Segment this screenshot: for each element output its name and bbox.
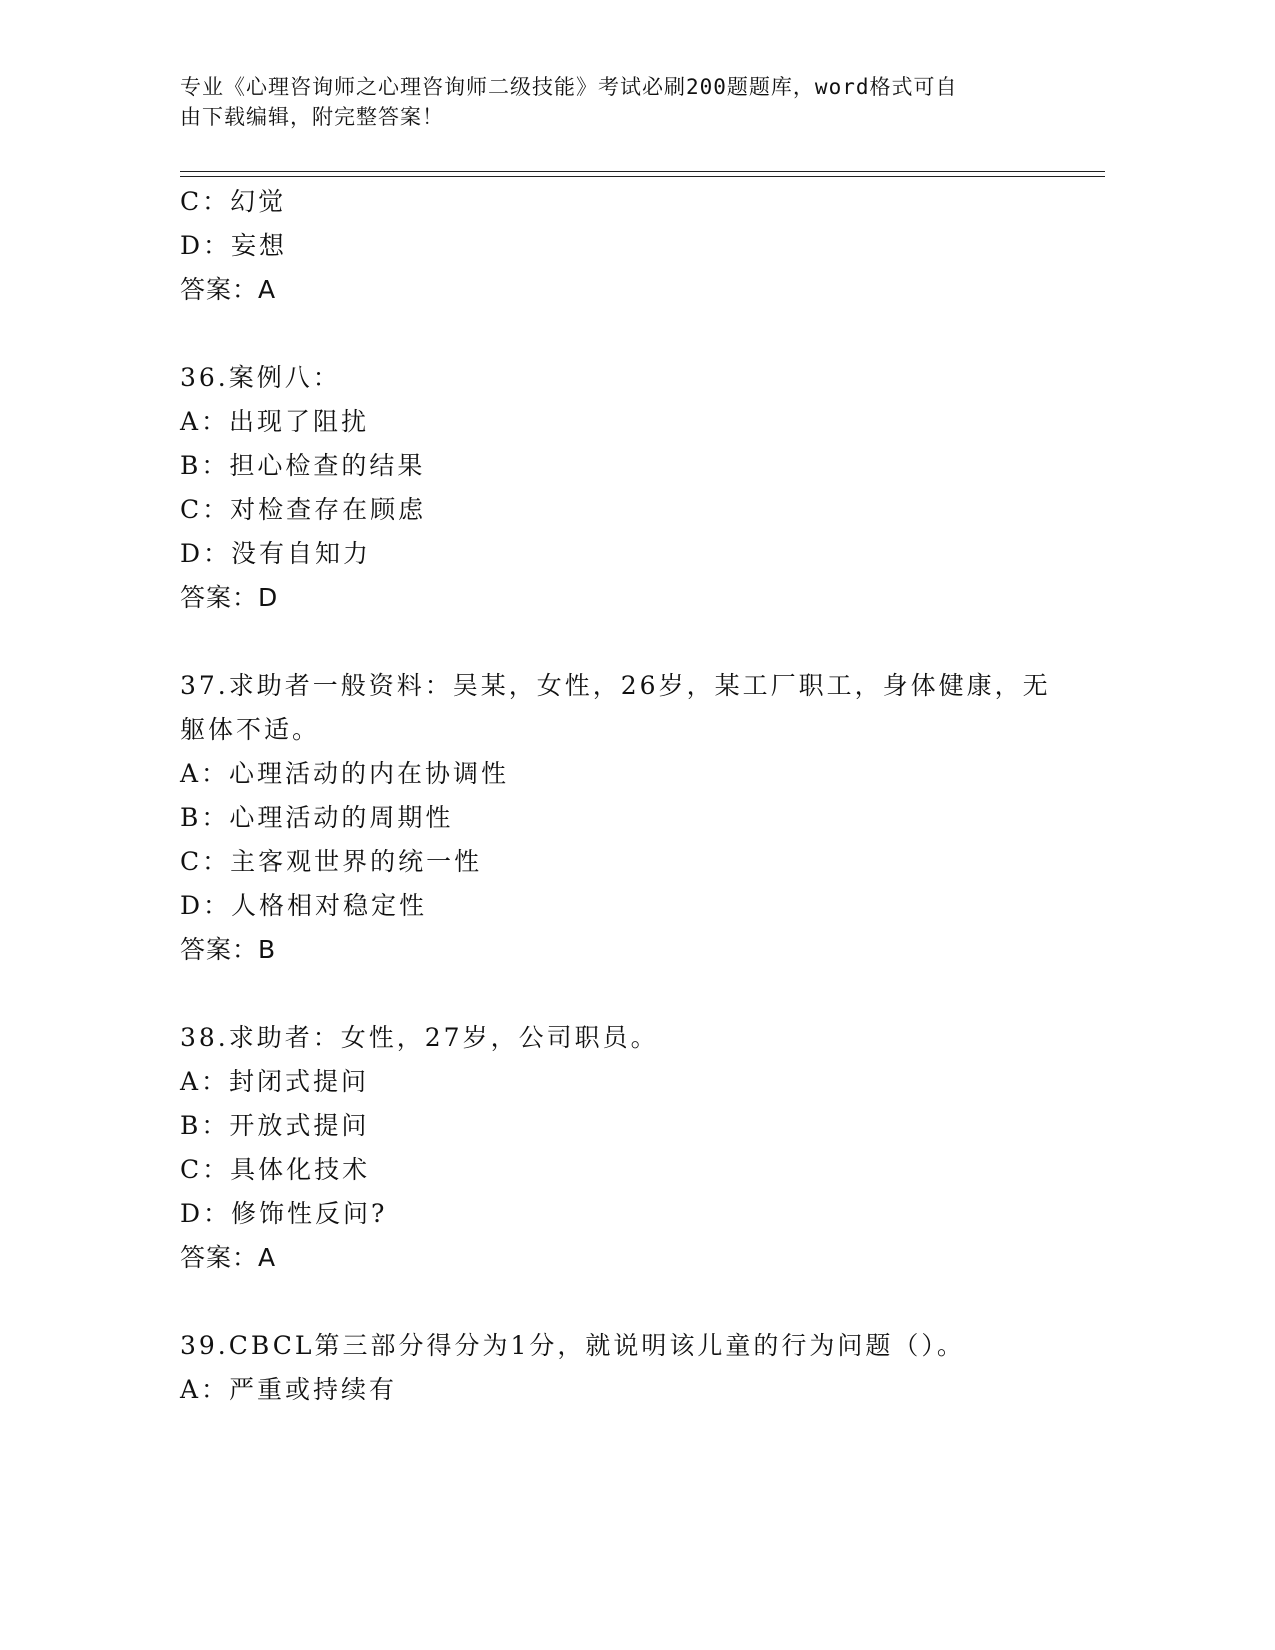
option-b: B：开放式提问: [180, 1111, 370, 1140]
option-d: D：修饰性反问?: [180, 1199, 388, 1228]
question-37: [180, 664, 1080, 972]
header-divider-bottom: [180, 176, 1105, 177]
option-d: D：没有自知力: [180, 539, 372, 568]
option-a: A：封闭式提问: [180, 1067, 370, 1096]
answer-line: 答案：A: [180, 1243, 277, 1272]
question-carryover: [180, 180, 1080, 312]
option-b: B：担心检查的结果: [180, 451, 426, 480]
question-stem: 36.案例八：: [180, 363, 341, 392]
question-list: [180, 180, 1080, 1412]
option-c: C：主客观世界的统一性: [180, 847, 483, 876]
document-header: [180, 72, 1060, 132]
header-divider-top: [180, 171, 1105, 172]
answer-line: 答案：A: [180, 275, 277, 304]
answer-line: 答案：B: [180, 935, 277, 964]
option-d: D：妄想: [180, 231, 288, 260]
header-line-2: 由下载编辑，附完整答案！: [180, 105, 444, 129]
question-stem-continued: 躯体不适。: [180, 715, 321, 744]
spacer: [180, 1280, 1080, 1324]
question-36: [180, 356, 1080, 620]
option-c: C：对检查存在顾虑: [180, 495, 427, 524]
header-line-1: 专业《心理咨询师之心理咨询师二级技能》考试必刷200题题库，word格式可自: [180, 75, 958, 99]
option-a: A：严重或持续有: [180, 1375, 398, 1404]
spacer: [180, 620, 1080, 664]
question-39: [180, 1324, 1080, 1412]
option-d: D：人格相对稳定性: [180, 891, 428, 920]
question-stem: 39.CBCL第三部分得分为1分，就说明该儿童的行为问题（）。: [180, 1331, 965, 1360]
question-stem: 38.求助者：女性，27岁，公司职员。: [180, 1023, 659, 1052]
option-a: A：出现了阻扰: [180, 407, 370, 436]
option-c: C：幻觉: [180, 187, 287, 216]
answer-line: 答案：D: [180, 583, 279, 612]
option-b: B：心理活动的周期性: [180, 803, 454, 832]
spacer: [180, 312, 1080, 356]
spacer: [180, 972, 1080, 1016]
question-38: [180, 1016, 1080, 1280]
option-c: C：具体化技术: [180, 1155, 371, 1184]
option-a: A：心理活动的内在协调性: [180, 759, 510, 788]
question-stem: 37.求助者一般资料：吴某，女性，26岁，某工厂职工，身体健康，无: [180, 671, 1051, 700]
